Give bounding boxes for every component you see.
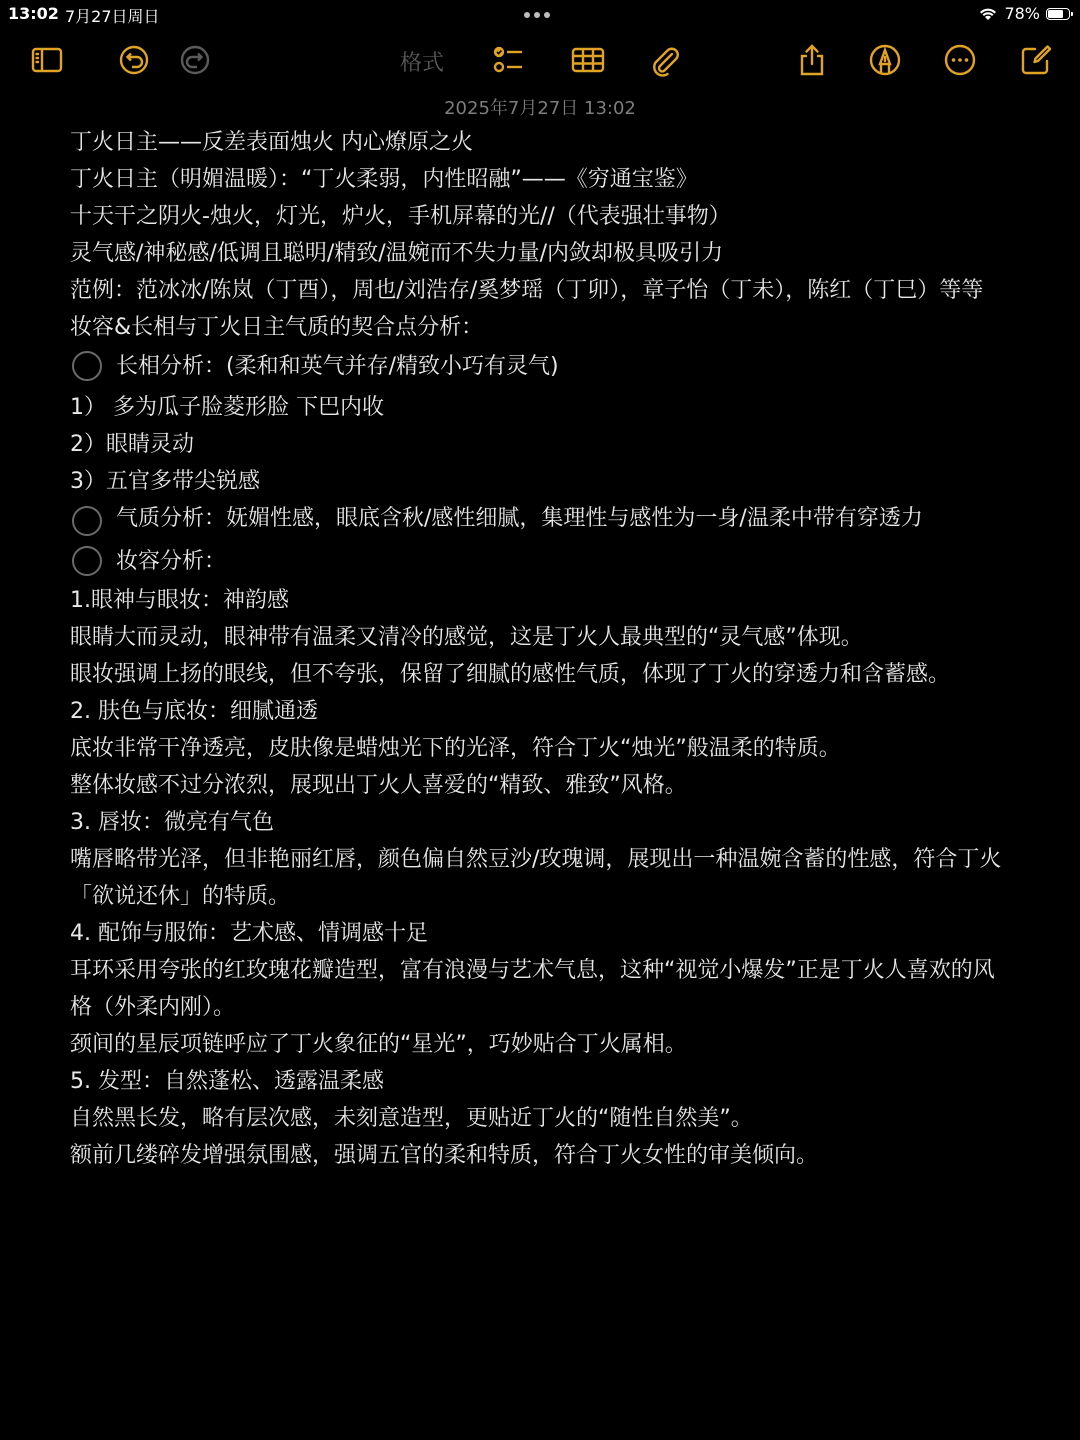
- notes-toolbar: [0, 40, 1080, 84]
- markup-pen-icon[interactable]: [865, 40, 905, 80]
- note-body[interactable]: [70, 124, 1010, 1174]
- section-heading: 2. 肤色与底妆：细腻通透: [70, 699, 318, 724]
- note-line: 自然黑长发，略有层次感，未刻意造型，更贴近丁火的“随性自然美”。: [70, 1106, 753, 1131]
- status-right: [978, 4, 1070, 23]
- checklist-item-label: 妆容分析：: [116, 549, 227, 574]
- note-timestamp: 2025年7月27日 13:02: [444, 98, 636, 119]
- note-title: 丁火日主——反差表面烛火 内心燎原之火: [70, 130, 473, 155]
- multitasking-dots-icon[interactable]: [524, 12, 550, 18]
- sidebar-icon[interactable]: [27, 40, 67, 80]
- section-heading: 1.眼神与眼妆：神韵感: [70, 588, 289, 613]
- list-item: 1） 多为瓜子脸菱形脸 下巴内收: [70, 395, 384, 420]
- note-line: 眼妆强调上扬的眼线，但不夸张，保留了细腻的感性气质，体现了丁火的穿透力和含蓄感。: [70, 662, 951, 687]
- section-heading: 5. 发型：自然蓬松、透露温柔感: [70, 1069, 384, 1094]
- more-options-icon[interactable]: [940, 40, 980, 80]
- note-line: 额前几缕碎发增强氛围感，强调五官的柔和特质，符合丁火女性的审美倾向。: [70, 1143, 819, 1168]
- note-line: 丁火日主（明媚温暖）：“丁火柔弱，内性昭融”——《穷通宝鉴》: [70, 167, 698, 192]
- share-icon[interactable]: [792, 40, 832, 80]
- note-line: 十天干之阴火-烛火，灯光，炉火，手机屏幕的光//（代表强壮事物）: [70, 204, 731, 229]
- note-line: 底妆非常干净透亮，皮肤像是蜡烛光下的光泽，符合丁火“烛光”般温柔的特质。: [70, 736, 841, 761]
- note-line: 范例：范冰冰/陈岚（丁酉），周也/刘浩存/奚梦瑶（丁卯），章子怡（丁未），陈红（丁巳）等等: [70, 278, 984, 303]
- checkbox-circle-icon[interactable]: [72, 506, 102, 536]
- checklist-item-label: 气质分析：妩媚性感，眼底含秋/感性细腻，集理性与感性为一身/温柔中带有穿透力: [116, 506, 923, 531]
- undo-icon[interactable]: [114, 40, 154, 80]
- section-heading: 4. 配饰与服饰：艺术感、情调感十足: [70, 921, 428, 946]
- checkbox-circle-icon[interactable]: [72, 351, 102, 381]
- note-line: 妆容&长相与丁火日主气质的契合点分析：: [70, 315, 484, 340]
- checklist-item-appearance: [70, 348, 1010, 385]
- note-line: 嘴唇略带光泽，但非艳丽红唇，颜色偏自然豆沙/玫瑰调，展现出一种温婉含蓄的性感，符合丁火「欲说还休」的特质。: [70, 847, 1002, 909]
- battery-percent: 78%: [1004, 4, 1040, 23]
- status-time: 13:02: [8, 4, 59, 23]
- table-icon[interactable]: [568, 40, 608, 80]
- list-item: 2）眼睛灵动: [70, 432, 194, 457]
- format-button[interactable]: 格式: [400, 51, 445, 76]
- status-date: 7月27日周日: [65, 7, 160, 26]
- list-item: 3）五官多带尖锐感: [70, 469, 260, 494]
- checklist-item-makeup: [70, 543, 1010, 580]
- note-line: 眼睛大而灵动，眼神带有温柔又清冷的感觉，这是丁火人最典型的“灵气感”体现。: [70, 625, 863, 650]
- note-line: 颈间的星辰项链呼应了丁火象征的“星光”，巧妙贴合丁火属相。: [70, 1032, 687, 1057]
- redo-icon[interactable]: [175, 40, 215, 80]
- checkbox-circle-icon[interactable]: [72, 546, 102, 576]
- checklist-item-temperament: [70, 503, 1010, 535]
- section-heading: 3. 唇妆：微亮有气色: [70, 810, 274, 835]
- attachment-icon[interactable]: [645, 40, 685, 80]
- compose-icon[interactable]: [1016, 40, 1056, 80]
- checklist-item-label: 长相分析：(柔和和英气并存/精致小巧有灵气): [116, 354, 559, 379]
- note-line: 耳环采用夸张的红玫瑰花瓣造型，富有浪漫与艺术气息，这种“视觉小爆发”正是丁火人喜欢的风格（外柔内刚）。: [70, 958, 995, 1020]
- battery-icon: [1046, 8, 1070, 20]
- note-line: 整体妆感不过分浓烈，展现出丁火人喜爱的“精致、雅致”风格。: [70, 773, 687, 798]
- note-line: 灵气感/神秘感/低调且聪明/精致/温婉而不失力量/内敛却极具吸引力: [70, 241, 724, 266]
- wifi-icon: [978, 6, 998, 22]
- status-bar: [0, 0, 1080, 28]
- checklist-icon[interactable]: [488, 40, 528, 80]
